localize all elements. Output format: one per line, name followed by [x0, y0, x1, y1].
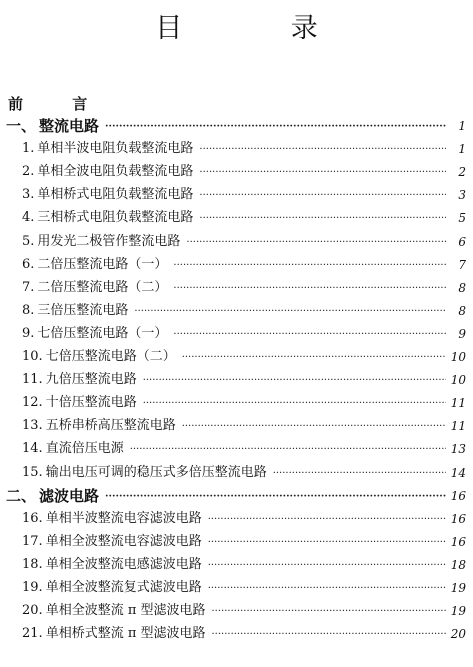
- toc-page-number: 1: [458, 119, 466, 133]
- dot-leader: [199, 141, 446, 159]
- toc-entry-number: 9.: [22, 325, 35, 341]
- toc-entry-label: [6, 116, 99, 136]
- toc-entry[interactable]: [22, 232, 466, 252]
- toc-entry-label: [22, 232, 180, 252]
- dot-leader: [134, 303, 446, 321]
- dot-leader: [143, 372, 446, 390]
- toc-page-number: 1: [458, 142, 466, 157]
- toc-entry-title: 滤波电路: [39, 486, 100, 505]
- dot-leader: [186, 234, 446, 252]
- dot-leader: [212, 626, 447, 644]
- toc-entry[interactable]: [22, 185, 466, 205]
- toc-page-number: 13: [450, 442, 466, 457]
- toc-entry-label: [22, 208, 193, 228]
- toc-entry-title: 单相全波整流 π 型滤波电路: [45, 603, 206, 619]
- toc-page-number: 11: [450, 419, 466, 434]
- toc-page-number: 16: [450, 534, 466, 549]
- dot-leader: [130, 441, 446, 459]
- toc-entry-label: [22, 139, 193, 159]
- dot-leader: [273, 465, 446, 483]
- toc-entry[interactable]: [22, 255, 466, 275]
- toc-entry-number: 15.: [22, 464, 43, 480]
- dot-leader: [182, 418, 446, 436]
- toc-entry-label: [22, 255, 167, 275]
- toc-entry-number: 21.: [22, 626, 43, 642]
- dot-leader: [199, 164, 446, 182]
- toc-entry-title: 十倍压整流电路: [45, 395, 137, 411]
- toc-page-number: 10: [450, 350, 466, 364]
- dot-leader: [105, 118, 446, 136]
- toc-entry-title: 整流电路: [39, 117, 100, 135]
- toc-entry-title: 单相桥式整流 π 型滤波电路: [45, 626, 206, 642]
- toc-entry[interactable]: [22, 324, 466, 344]
- toc-entry[interactable]: [22, 555, 466, 575]
- toc-entry-number: 12.: [22, 395, 43, 411]
- toc-page-number: 7: [458, 257, 466, 272]
- dot-leader: [208, 511, 446, 529]
- toc-entry-number: 1.: [22, 141, 35, 157]
- toc-entry-label: [22, 532, 202, 552]
- toc-entry[interactable]: [22, 601, 466, 621]
- toc-page-number: 20: [450, 627, 466, 642]
- dot-leader: [208, 580, 446, 598]
- toc-entry-title: 三倍压整流电路: [37, 302, 129, 318]
- page-title: 目 录: [155, 13, 368, 44]
- toc-entry-label: [22, 393, 137, 413]
- toc-entry-title: 直流倍压电源: [45, 441, 124, 457]
- toc-entry-title: 输出电压可调的稳压式多倍压整流电路: [45, 464, 267, 480]
- toc-entry-number: 8.: [22, 302, 35, 318]
- toc-entry-label: [22, 162, 193, 182]
- toc-entry-number: 一、: [6, 117, 37, 135]
- toc-page-number: 9: [458, 326, 466, 341]
- dot-leader: [212, 603, 447, 621]
- toc-page-number: 19: [450, 581, 466, 595]
- toc-entry-title: 单相半波电阻负载整流电路: [37, 141, 194, 157]
- toc-page-number: 14: [450, 465, 466, 480]
- toc-entry-label: [22, 439, 124, 459]
- toc-entry-title: 九倍压整流电路: [45, 372, 137, 388]
- toc-entry-label: [22, 278, 167, 298]
- toc-entry[interactable]: [22, 370, 466, 390]
- toc-entry-number: 7.: [22, 279, 35, 295]
- toc-entry-label: [22, 301, 128, 321]
- toc-entry[interactable]: [22, 162, 466, 182]
- toc-entry-number: 11.: [22, 372, 43, 388]
- toc-page-number: 6: [458, 234, 466, 249]
- toc-section[interactable]: [6, 116, 466, 136]
- toc-entry[interactable]: [22, 532, 466, 552]
- toc-entry-label: [22, 185, 193, 205]
- dot-leader: [208, 557, 446, 575]
- toc-page-number: 11: [450, 396, 466, 411]
- toc-entry-title: 七倍压整流电路（一）: [37, 325, 168, 341]
- toc-entry-title: 单相全波整流电感滤波电路: [45, 556, 202, 572]
- toc-entry-number: 6.: [22, 256, 35, 272]
- toc-entry-label: [22, 324, 167, 344]
- toc-entry-label: [22, 601, 206, 621]
- toc-entry-label: [22, 624, 206, 644]
- toc-entry-title: 七倍压整流电路（二）: [45, 349, 176, 364]
- toc-page-number: 2: [458, 165, 466, 180]
- toc-entry-number: 3.: [22, 187, 35, 203]
- dot-leader: [208, 534, 446, 552]
- dot-leader: [173, 326, 446, 344]
- toc-page-number: 16: [450, 488, 466, 503]
- toc-entry-label: [22, 370, 137, 390]
- toc-entry-label: [22, 509, 202, 529]
- toc-entry[interactable]: [22, 463, 466, 483]
- toc-entry[interactable]: [22, 347, 466, 367]
- dot-leader: [199, 210, 446, 228]
- dot-leader: [182, 349, 446, 367]
- toc-entry-number: 16.: [22, 510, 43, 526]
- toc-entry-title: 单相全波整流复式滤波电路: [45, 580, 202, 595]
- toc-entry-number: 10.: [22, 349, 43, 364]
- toc-entry-label: [22, 463, 267, 483]
- toc-entry-title: 三相桥式电阻负载整流电路: [37, 210, 194, 226]
- toc-entry[interactable]: [22, 139, 466, 159]
- toc-entry-label: [22, 578, 202, 598]
- toc-entry-label: [22, 347, 176, 367]
- toc-page-number: 5: [458, 211, 466, 226]
- toc-entry-label: [22, 416, 176, 436]
- toc-page-number: 19: [450, 604, 466, 619]
- toc-entry-title: 单相半波整流电容滤波电路: [45, 510, 202, 526]
- toc-entry-number: 4.: [22, 210, 35, 226]
- toc-entry[interactable]: [22, 578, 466, 598]
- toc-page-number: 18: [450, 557, 466, 572]
- toc-entry-number: 二、: [6, 486, 37, 505]
- dot-leader: [105, 488, 446, 506]
- dot-leader: [199, 187, 446, 205]
- toc-entry-number: 5.: [22, 233, 35, 249]
- toc-entry-title: 五桥串桥高压整流电路: [45, 418, 176, 434]
- toc-entry[interactable]: [22, 416, 466, 436]
- toc-entry[interactable]: [22, 393, 466, 413]
- dot-leader: [143, 395, 446, 413]
- toc-entry[interactable]: [22, 278, 466, 298]
- toc-entry-number: 17.: [22, 533, 43, 549]
- toc-entry-title: 单相全波电阻负载整流电路: [37, 164, 194, 180]
- toc-entry-title: 二倍压整流电路（二）: [37, 279, 168, 295]
- toc-preface[interactable]: 前 言: [8, 95, 110, 113]
- toc-entry-title: 单相全波整流电容滤波电路: [45, 533, 202, 549]
- toc-entry[interactable]: [22, 624, 466, 644]
- toc-entry-title: 单相桥式电阻负载整流电路: [37, 187, 194, 203]
- toc-entry-number: 18.: [22, 556, 43, 572]
- toc-entry-number: 19.: [22, 580, 43, 595]
- toc-entry-number: 2.: [22, 164, 35, 180]
- toc-page-number: 16: [450, 511, 466, 526]
- toc-entry[interactable]: [22, 208, 466, 228]
- dot-leader: [173, 280, 446, 298]
- toc-page-number: 8: [458, 303, 466, 318]
- toc-entry-number: 20.: [22, 603, 43, 619]
- toc-entry-title: 用发光二极管作整流电路: [37, 233, 181, 249]
- toc-page-number: 3: [458, 188, 466, 203]
- toc-entry[interactable]: [22, 301, 466, 321]
- toc-entry-label: [22, 555, 202, 575]
- toc-entry[interactable]: [22, 509, 466, 529]
- toc-entry-title: 二倍压整流电路（一）: [37, 256, 168, 272]
- toc-entry-label: [6, 486, 99, 506]
- toc-entry-number: 14.: [22, 441, 43, 457]
- toc-entry[interactable]: [22, 439, 466, 459]
- toc-page-number: 10: [450, 373, 466, 388]
- toc-section[interactable]: [6, 486, 466, 506]
- dot-leader: [173, 257, 446, 275]
- toc-entry-number: 13.: [22, 418, 43, 434]
- toc-page-number: 8: [458, 280, 466, 295]
